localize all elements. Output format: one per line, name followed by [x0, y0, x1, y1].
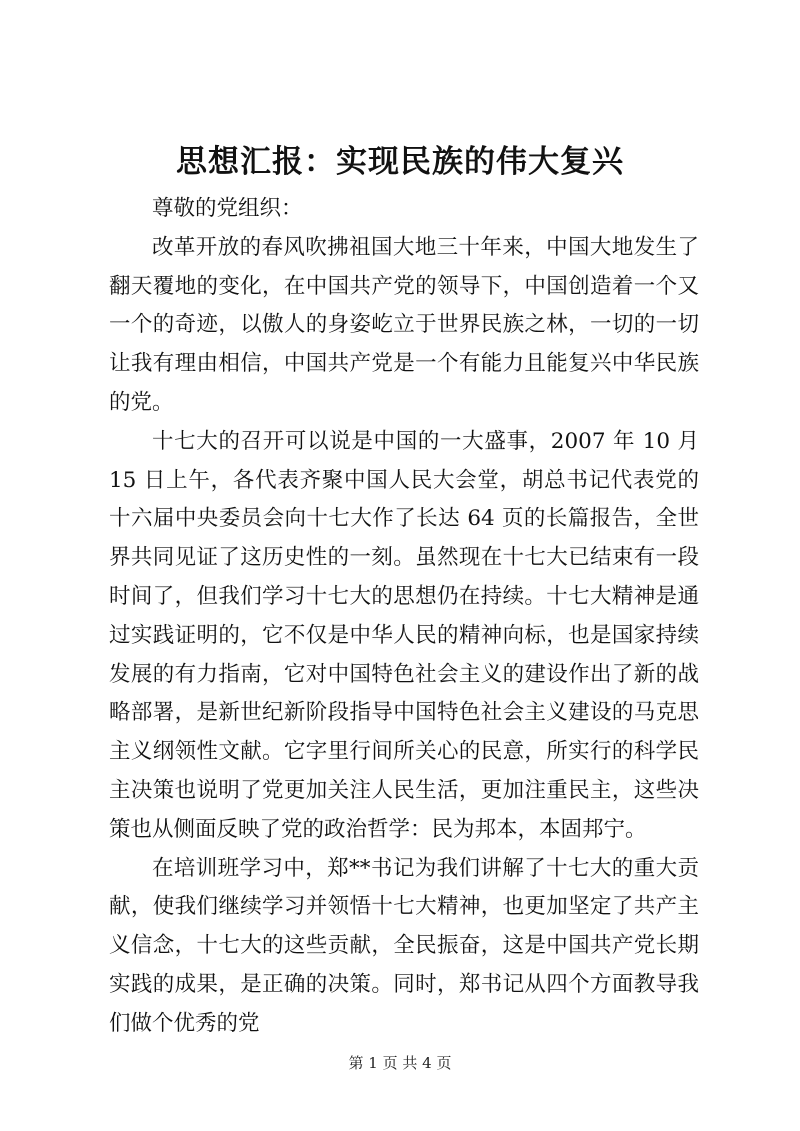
paragraph-2: 十七大的召开可以说是中国的一大盛事，2007 年 10 月 15 日上午，各代表齐聚中国人民大会堂，胡总书记代表党的十六届中央委员会向十七大作了长达 64 页的长篇报告，全世界共同见证了这历史性的一刻。虽然现在十七大已结束有一段时间了，但我们学习十七大的思想仍在持续。十七大精神是通过实践证明的，它不仅是中华人民的精神向标，也是国家持续发展的有力指南，它对中国特色社会主义的建设作出了新的战略部署，是新世纪新阶段指导中国特色社会主义建设的马克思主义纲领性文献。它字里行间所关心的民意，所实行的科学民主决策也说明了党更加关注人民生活，更加注重民主，这些决策也从侧面反映了党的政治哲学：民为邦本，本固邦宁。 — [109, 428, 699, 842]
salutation: 尊敬的党组织： — [152, 196, 303, 221]
document-body — [109, 190, 699, 1044]
page-number-footer: 第 1 页 共 4 页 — [348, 1054, 452, 1072]
paragraph-1: 改革开放的春风吹拂祖国大地三十年来，中国大地发生了翻天覆地的变化，在中国共产党的领导下，中国创造着一个又一个的奇迹，以傲人的身姿屹立于世界民族之林，一切的一切让我有理由相信，中国共产党是一个有能力且能复兴中华民族的党。 — [109, 234, 699, 415]
paragraph-3: 在培训班学习中，郑**书记为我们讲解了十七大的重大贡献，使我们继续学习并领悟十七大精神，也更加坚定了共产主义信念，十七大的这些贡献，全民振奋，这是中国共产党长期实践的成果，是正确的决策。同时，郑书记从四个方面教导我们做个优秀的党 — [109, 855, 699, 1036]
page-title: 思想汇报：实现民族的伟大复兴 — [176, 144, 624, 180]
